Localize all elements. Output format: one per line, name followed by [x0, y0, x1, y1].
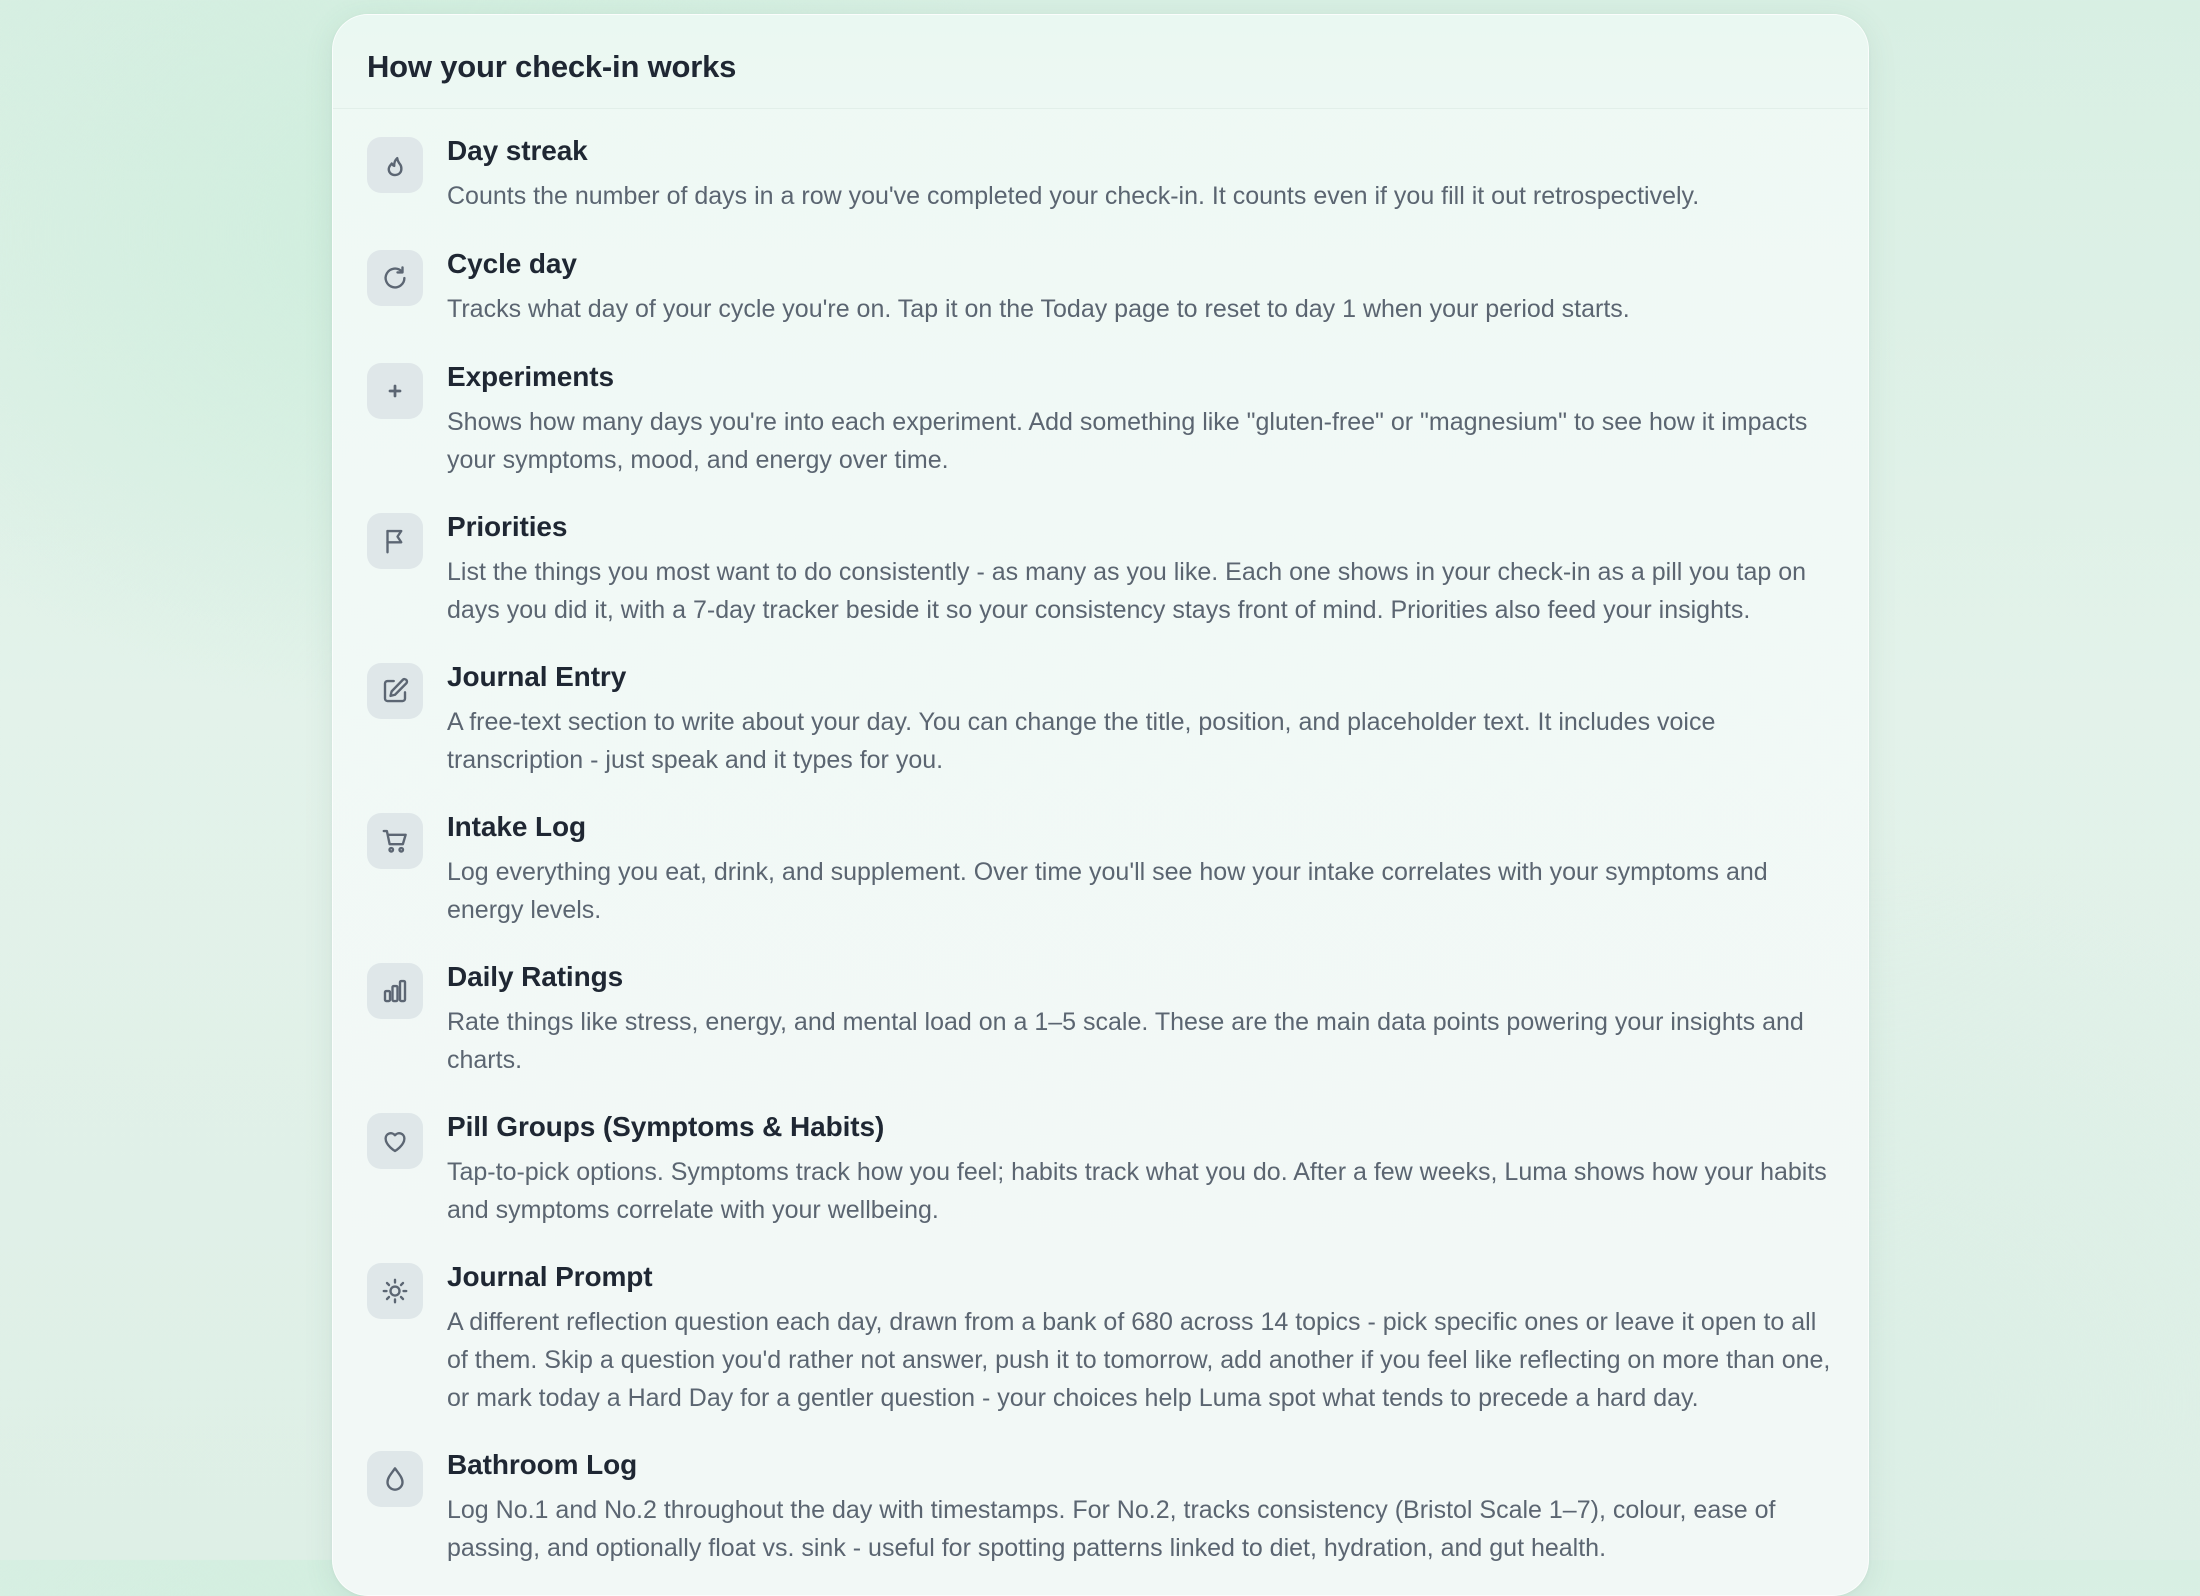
sparkle-icon [367, 363, 423, 419]
item-title: Journal Entry [447, 661, 627, 692]
sun-icon [367, 1263, 423, 1319]
item-title: Pill Groups (Symptoms & Habits) [447, 1111, 885, 1142]
flame-icon [367, 137, 423, 193]
item-description: A free-text section to write about your day. You can change the title, position, and placeholder text. It includes voice transcription - just speak and it types for you. [447, 708, 1716, 774]
droplet-icon [367, 1451, 423, 1507]
item-description: Counts the number of days in a row you've completed your check-in. It counts even if you fill it out retrospectively. [447, 182, 1700, 210]
item-description: A different reflection question each day, drawn from a bank of 680 across 14 topics - pick specific ones or leave it open to all of them. Skip a question you'd rather not answer, push it to tomorrow, add another if you feel like reflecting on more than one, or mark today a Hard Day for a gentler question - your choices help Luma spot what tends to precede a hard day. [447, 1308, 1831, 1412]
flag-icon [367, 513, 423, 569]
cart-icon [367, 813, 423, 869]
item-title: Priorities [447, 511, 568, 542]
item-description: Log everything you eat, drink, and supplement. Over time you'll see how your intake correlates with your symptoms and energy levels. [447, 858, 1768, 924]
edit-icon [367, 663, 423, 719]
item-title: Daily Ratings [447, 961, 624, 992]
item-title: Journal Prompt [447, 1261, 653, 1292]
item-description: Log No.1 and No.2 throughout the day with timestamps. For No.2, tracks consistency (Bristol Scale 1–7), colour, ease of passing, and optionally float vs. sink - useful for spotting patterns linked to diet, hydration, and gut health. [447, 1496, 1776, 1562]
item-description: Rate things like stress, energy, and mental load on a 1–5 scale. These are the main data points powering your insights and charts. [447, 1008, 1804, 1074]
item-title: Experiments [447, 361, 614, 392]
item-title: Day streak [447, 135, 588, 166]
heart-icon [367, 1113, 423, 1169]
item-description: Shows how many days you're into each experiment. Add something like "gluten-free" or "magnesium" to see how it impacts your symptoms, mood, and energy over time. [447, 408, 1808, 474]
card-header [333, 15, 1868, 109]
item-description: Tap-to-pick options. Symptoms track how you feel; habits track what you do. After a few weeks, Luma shows how your habits and symptoms correlate with your wellbeing. [447, 1158, 1827, 1224]
card-title: How your check-in works [367, 49, 737, 84]
bar-chart-icon [367, 963, 423, 1019]
info-card [332, 14, 1869, 1596]
item-description: Tracks what day of your cycle you're on. Tap it on the Today page to reset to day 1 when your period starts. [447, 295, 1630, 323]
item-title: Cycle day [447, 248, 577, 279]
item-description: List the things you most want to do consistently - as many as you like. Each one shows in your check-in as a pill you tap on days you did it, with a 7-day tracker beside it so your consistency stays front of mind. Priorities also feed your insights. [447, 558, 1807, 624]
item-title: Intake Log [447, 811, 587, 842]
refresh-icon [367, 250, 423, 306]
item-title: Bathroom Log [447, 1449, 638, 1480]
